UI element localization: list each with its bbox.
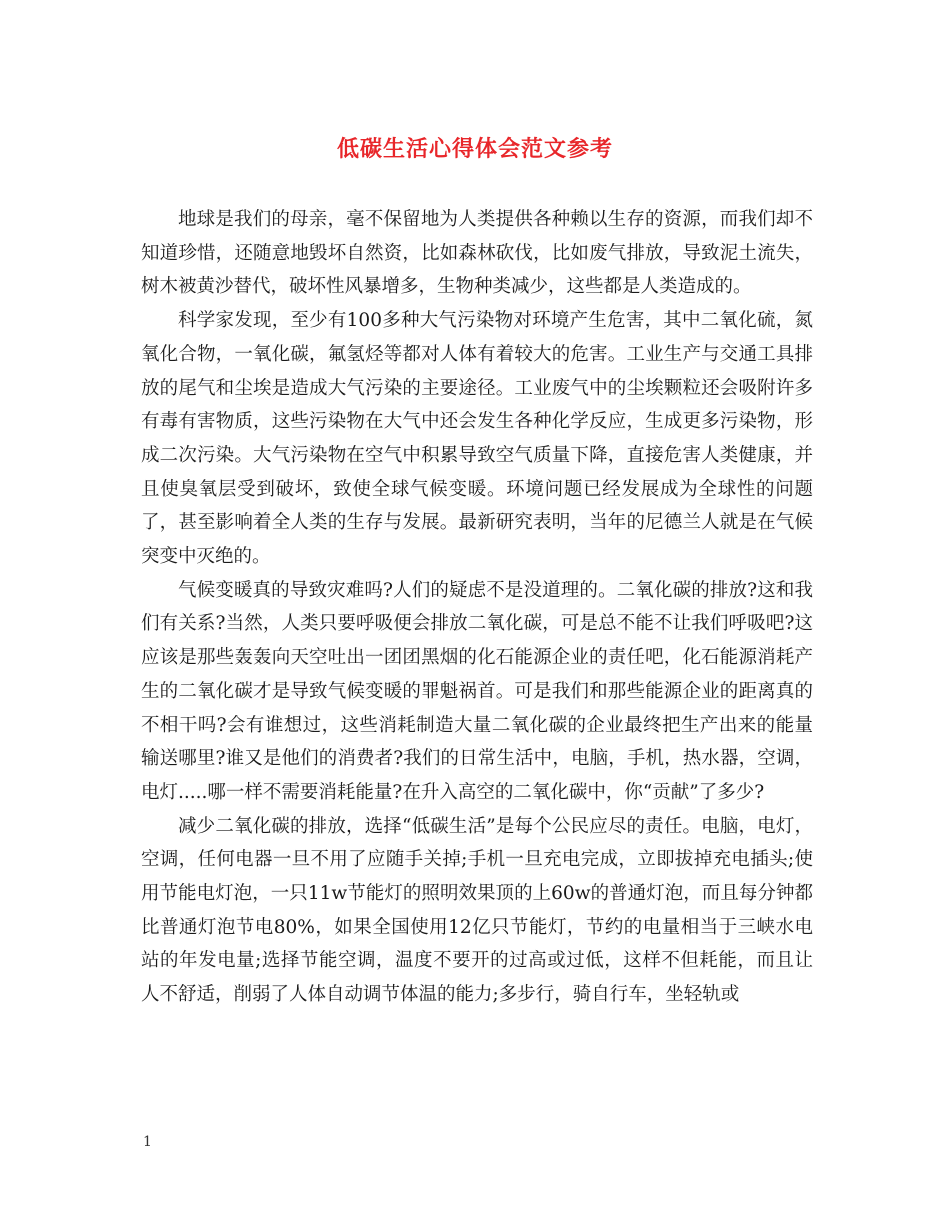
- paragraph-1: 地球是我们的母亲，毫不保留地为人类提供各种赖以生存的资源，而我们却不知道珍惜，还随意地毁坏自然资，比如森林砍伐，比如废气排放，导致泥土流失，树木被黄沙替代，破坏性风暴增多，生物种类减少，这些都是人类造成的。: [141, 209, 813, 298]
- page-number: 1: [143, 1134, 152, 1150]
- document-body: [141, 203, 813, 1012]
- paragraph-4: 减少二氧化碳的排放，选择“低碳生活”是每个公民应尽的责任。电脑，电灯，空调，任何电器一旦不用了应随手关掉;手机一旦充电完成，立即拔掉充电插头;使用节能电灯泡，一只11w节能灯的照明效果顶的上60w的普通灯泡，而且每分钟都比普通灯泡节电80%，如果全国使用12亿只节能灯，节约的电量相当于三峡水电站的年发电量;选择节能空调，温度不要开的过高或过低，这样不但耗能，而且让人不舒适，削弱了人体自动调节体温的能力;多步行，骑自行车，坐轻轨或: [141, 815, 813, 1006]
- document-title: 低碳生活心得体会范文参考: [336, 136, 613, 162]
- paragraph-3: 气候变暖真的导致灾难吗?人们的疑虑不是没道理的。二氧化碳的排放?这和我们有关系?当然，人类只要呼吸便会排放二氧化碳，可是总不能不让我们呼吸吧?这应该是那些轰轰向天空吐出一团团黑烟的化石能源企业的责任吧，化石能源消耗产生的二氧化碳才是导致气候变暖的罪魁祸首。可是我们和那些能源企业的距离真的不相干吗?会有谁想过，这些消耗制造大量二氧化碳的企业最终把生产出来的能量输送哪里?谁又是他们的消费者?我们的日常生活中，电脑，手机，热水器，空调，电灯.....哪一样不需要消耗能量?在升入高空的二氧化碳中，你“贡献”了多少?: [141, 579, 813, 803]
- paragraph-2: 科学家发现，至少有100多种大气污染物对环境产生危害，其中二氧化硫，氮氧化合物，一氧化碳，氟氢烃等都对人体有着较大的危害。工业生产与交通工具排放的尾气和尘埃是造成大气污染的主要途径。工业废气中的尘埃颗粒还会吸附许多有毒有害物质，这些污染物在大气中还会发生各种化学反应，生成更多污染物，形成二次污染。大气污染物在空气中积累导致空气质量下降，直接危害人类健康，并且使臭氧层受到破坏，致使全球气候变暖。环境问题已经发展成为全球性的问题了，甚至影响着全人类的生存与发展。最新研究表明，当年的尼德兰人就是在气候突变中灭绝的。: [141, 310, 813, 568]
